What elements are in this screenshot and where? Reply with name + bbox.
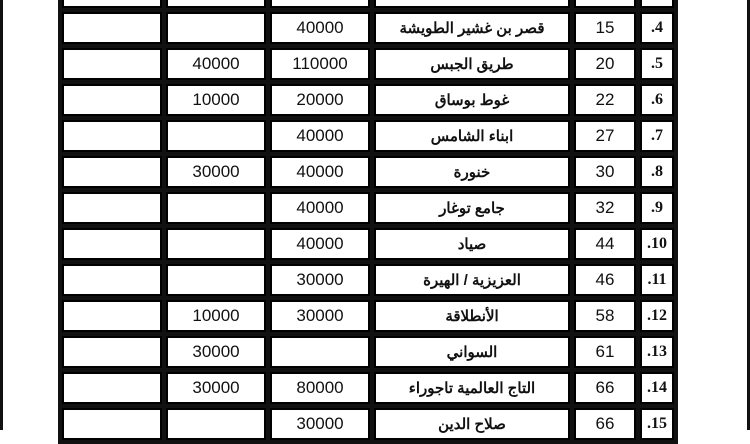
cell-col2 [166, 0, 266, 8]
cell-number: 32 [574, 192, 636, 224]
cell-index: .5 [640, 48, 674, 80]
cell-number: 27 [574, 120, 636, 152]
cell-index [640, 0, 674, 8]
cell-col1 [62, 228, 162, 260]
cell-number: 20 [574, 48, 636, 80]
cell-col3: 40000 [270, 120, 370, 152]
table-row [62, 192, 674, 224]
cell-col2: 40000 [166, 48, 266, 80]
cell-col2 [166, 408, 266, 440]
cell-name: صلاح الدين [374, 408, 570, 440]
page-edge-left [0, 0, 3, 430]
data-table [58, 0, 678, 444]
cell-name: خنورة [374, 156, 570, 188]
cell-index: .6 [640, 84, 674, 116]
cell-col3: 40000 [270, 156, 370, 188]
table-row [62, 156, 674, 188]
cell-index: .14 [640, 372, 674, 404]
cell-name [374, 0, 570, 8]
cell-number: 61 [574, 336, 636, 368]
cell-name: الأنطلاقة [374, 300, 570, 332]
cell-col2 [166, 264, 266, 296]
cell-index: .7 [640, 120, 674, 152]
table-row [62, 84, 674, 116]
table-row [62, 228, 674, 260]
cell-col1 [62, 84, 162, 116]
cell-name: صياد [374, 228, 570, 260]
cell-index: .10 [640, 228, 674, 260]
cell-index: .8 [640, 156, 674, 188]
table-row [62, 372, 674, 404]
cell-col1 [62, 192, 162, 224]
cell-col3: 40000 [270, 228, 370, 260]
cell-index: .13 [640, 336, 674, 368]
cell-col3 [270, 0, 370, 8]
cell-number [574, 0, 636, 8]
cell-number: 15 [574, 12, 636, 44]
cell-number: 44 [574, 228, 636, 260]
cell-name: طريق الجبس [374, 48, 570, 80]
cell-col1 [62, 12, 162, 44]
cell-name: التاج العالمية تاجوراء [374, 372, 570, 404]
cell-name: ابناء الشامس [374, 120, 570, 152]
cell-col2: 10000 [166, 84, 266, 116]
cell-index: .11 [640, 264, 674, 296]
cell-col1 [62, 372, 162, 404]
cell-col3: 30000 [270, 300, 370, 332]
cell-name: غوط بوساق [374, 84, 570, 116]
cell-number: 58 [574, 300, 636, 332]
cell-number: 30 [574, 156, 636, 188]
cell-col2 [166, 228, 266, 260]
cell-col1 [62, 336, 162, 368]
cell-col2 [166, 12, 266, 44]
cell-col2 [166, 192, 266, 224]
cell-col2: 10000 [166, 300, 266, 332]
table-row [62, 264, 674, 296]
cell-col3: 30000 [270, 408, 370, 440]
table-row [62, 0, 674, 8]
cell-number: 66 [574, 372, 636, 404]
cell-index: .15 [640, 408, 674, 440]
cell-col3 [270, 336, 370, 368]
table-row [62, 12, 674, 44]
cell-col1 [62, 156, 162, 188]
cell-col3: 110000 [270, 48, 370, 80]
cell-col2: 30000 [166, 156, 266, 188]
cell-col1 [62, 120, 162, 152]
cell-name: العزيزية / الهيرة [374, 264, 570, 296]
cell-col1 [62, 48, 162, 80]
table-row [62, 336, 674, 368]
cell-index: .4 [640, 12, 674, 44]
cell-col2: 30000 [166, 336, 266, 368]
cell-index: .12 [640, 300, 674, 332]
cell-name: قصر بن غشير الطويشة [374, 12, 570, 44]
table-row [62, 408, 674, 440]
cell-col1 [62, 408, 162, 440]
cell-col3: 40000 [270, 12, 370, 44]
cell-number: 66 [574, 408, 636, 440]
table-row [62, 120, 674, 152]
cell-col1 [62, 264, 162, 296]
table-row [62, 48, 674, 80]
cell-name: السواني [374, 336, 570, 368]
cell-name: جامع توغار [374, 192, 570, 224]
cell-col1 [62, 0, 162, 8]
cell-col3: 20000 [270, 84, 370, 116]
cell-col3: 40000 [270, 192, 370, 224]
cell-col3: 80000 [270, 372, 370, 404]
cell-col2 [166, 120, 266, 152]
table-row [62, 300, 674, 332]
cell-index: .9 [640, 192, 674, 224]
cell-number: 22 [574, 84, 636, 116]
cell-col3: 30000 [270, 264, 370, 296]
cell-number: 46 [574, 264, 636, 296]
cell-col1 [62, 300, 162, 332]
cell-col2: 30000 [166, 372, 266, 404]
